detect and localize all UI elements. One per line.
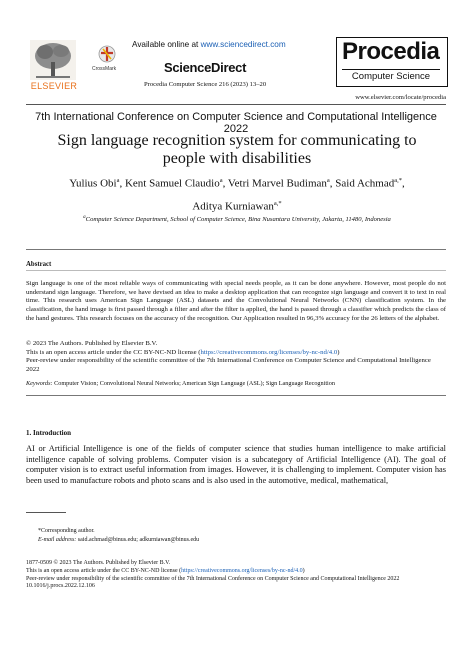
author-name: Said Achmad (335, 177, 395, 190)
author-name: Vetri Marvel Budiman (227, 177, 327, 190)
author-affiliation-marker: a (326, 177, 330, 184)
introduction-text: AI or Artificial Intelligence is one of the fields of computer science that studies human intelligence to make artificial intelligence capable of solving problems. Computer vision is a subcategory of Artificial Intelligence (AI). The goal of computer vision is to extract useful information from images. However, it is challenging to implement. Computer vision has been used to manufacture robots and photo scans and is also used in the automotive, medical, mathematical, (26, 444, 446, 485)
footer-license-line: This is an open access article under the CC BY-NC-ND license (https://creativecommons.org/licenses/by-nc-nd/4.0) (26, 567, 305, 574)
journal-reference: Procedia Computer Science 216 (2023) 13–20 (144, 81, 267, 88)
peer-review-line: Peer-review under responsibility of the scientific committee of the 7th International Conference on Computer Science and Computational Intelligence 2022 (26, 357, 431, 374)
issn-line: 1877-0509 © 2023 The Authors. Published by Elsevier B.V. (26, 560, 171, 566)
license-link[interactable]: https://creativecommons.org/licenses/by-nc-nd/4.0 (200, 348, 338, 356)
section-heading-introduction: 1. Introduction (26, 429, 71, 437)
author-affiliation-marker: a,* (394, 177, 403, 184)
available-online: Available online at www.sciencedirect.com (132, 40, 286, 49)
author-separator: , (402, 177, 405, 190)
page-footer (26, 560, 446, 591)
author-name: Kent Samuel Claudio (124, 177, 220, 190)
author-name: Aditya Kurniawan (192, 200, 274, 213)
journal-url[interactable]: www.elsevier.com/locate/procedia (355, 94, 446, 101)
author-affiliation-marker: a (116, 177, 120, 184)
footnote-divider (26, 512, 66, 513)
author-separator: , (222, 177, 228, 190)
keywords-label: Keywords: (26, 380, 53, 387)
abstract-heading: Abstract (26, 261, 52, 268)
author-affiliation-marker: a,* (273, 199, 282, 207)
paper-title: Sign language recognition system for communicating to people with disabilities (57, 132, 417, 167)
affiliation: $^a$Computer Science Department, School of Computer Science, Bina Nusantara University, Jakarta, 11480, Indonesia (83, 215, 391, 224)
abstract-top-divider (26, 249, 446, 250)
sciencedirect-wordmark: ScienceDirect (164, 60, 247, 75)
conference-name: 7th International Conference on Computer Science and Computational Intelligence 2022 (35, 111, 437, 135)
author-affiliation-marker: a (219, 177, 223, 184)
author-separator: , (329, 177, 336, 190)
footer-license-link[interactable]: https://creativecommons.org/licenses/by-nc-nd/4.0 (181, 567, 303, 574)
sciencedirect-link[interactable]: www.sciencedirect.com (200, 40, 286, 49)
footer-peer-review: Peer-review under responsibility of the scientific committee of the 7th International Conference on Computer Science and Computational Intelligence 2022 (26, 575, 400, 582)
keywords-list: Computer Vision; Convolutional Neural Networks; American Sign Language (ASL); Sign Language Recognition (52, 380, 335, 387)
author-separator: , (119, 177, 125, 190)
author-emails[interactable]: said.achmad@binus.edu; adkurniawan@binus.edu (76, 537, 200, 543)
abstract-text: Sign language is one of the most reliable ways of communicating with special needs people, as it can be done anywhere. However, most people do not understand sign language. Therefore, we have devised an idea to make a desktop application that can recognize sign language and convert it to text in real time. This research uses American Sign Language (ASL) datasets and the Convolutional Neural Networks (CNN) classification system. In the classification, the hand image is first passed through a filter and after the filter is applied, the hand is passed through a classifier which predicts the class of the hand gestures. This research focuses on the accuracy of the recognition. Our Application resulted in 96,3% accuracy for the 26 letters of the alphabet. (26, 280, 446, 322)
copyright-line: © 2023 The Authors. Published by Elsevier B.V. (26, 340, 158, 347)
email-note: E-mail address: said.achmad@binus.edu; adkurniawan@binus.edu (38, 537, 200, 543)
copyright-block (26, 340, 446, 375)
license-line: This is an open access article under the CC BY-NC-ND license (https://creativecommons.org/licenses/by-nc-nd/4.0) (26, 348, 340, 356)
author-list (30, 171, 444, 216)
journal-brand-divider (342, 69, 440, 70)
journal-name: Procedia (342, 38, 440, 65)
crossmark-icon[interactable] (98, 45, 116, 65)
journal-subtitle: Computer Science (351, 71, 431, 82)
doi[interactable]: 10.1016/j.procs.2022.12.106 (26, 583, 95, 590)
header-divider (26, 104, 446, 105)
author-name: Yulius Obi (69, 177, 117, 190)
abstract-bottom-divider (26, 395, 446, 396)
publisher-name: ELSEVIER (30, 81, 78, 91)
abstract-heading-divider (26, 270, 446, 271)
crossmark-label: CrossMark (92, 66, 117, 72)
keywords (26, 380, 446, 387)
corresponding-author-note: *Corresponding author. (38, 528, 95, 534)
